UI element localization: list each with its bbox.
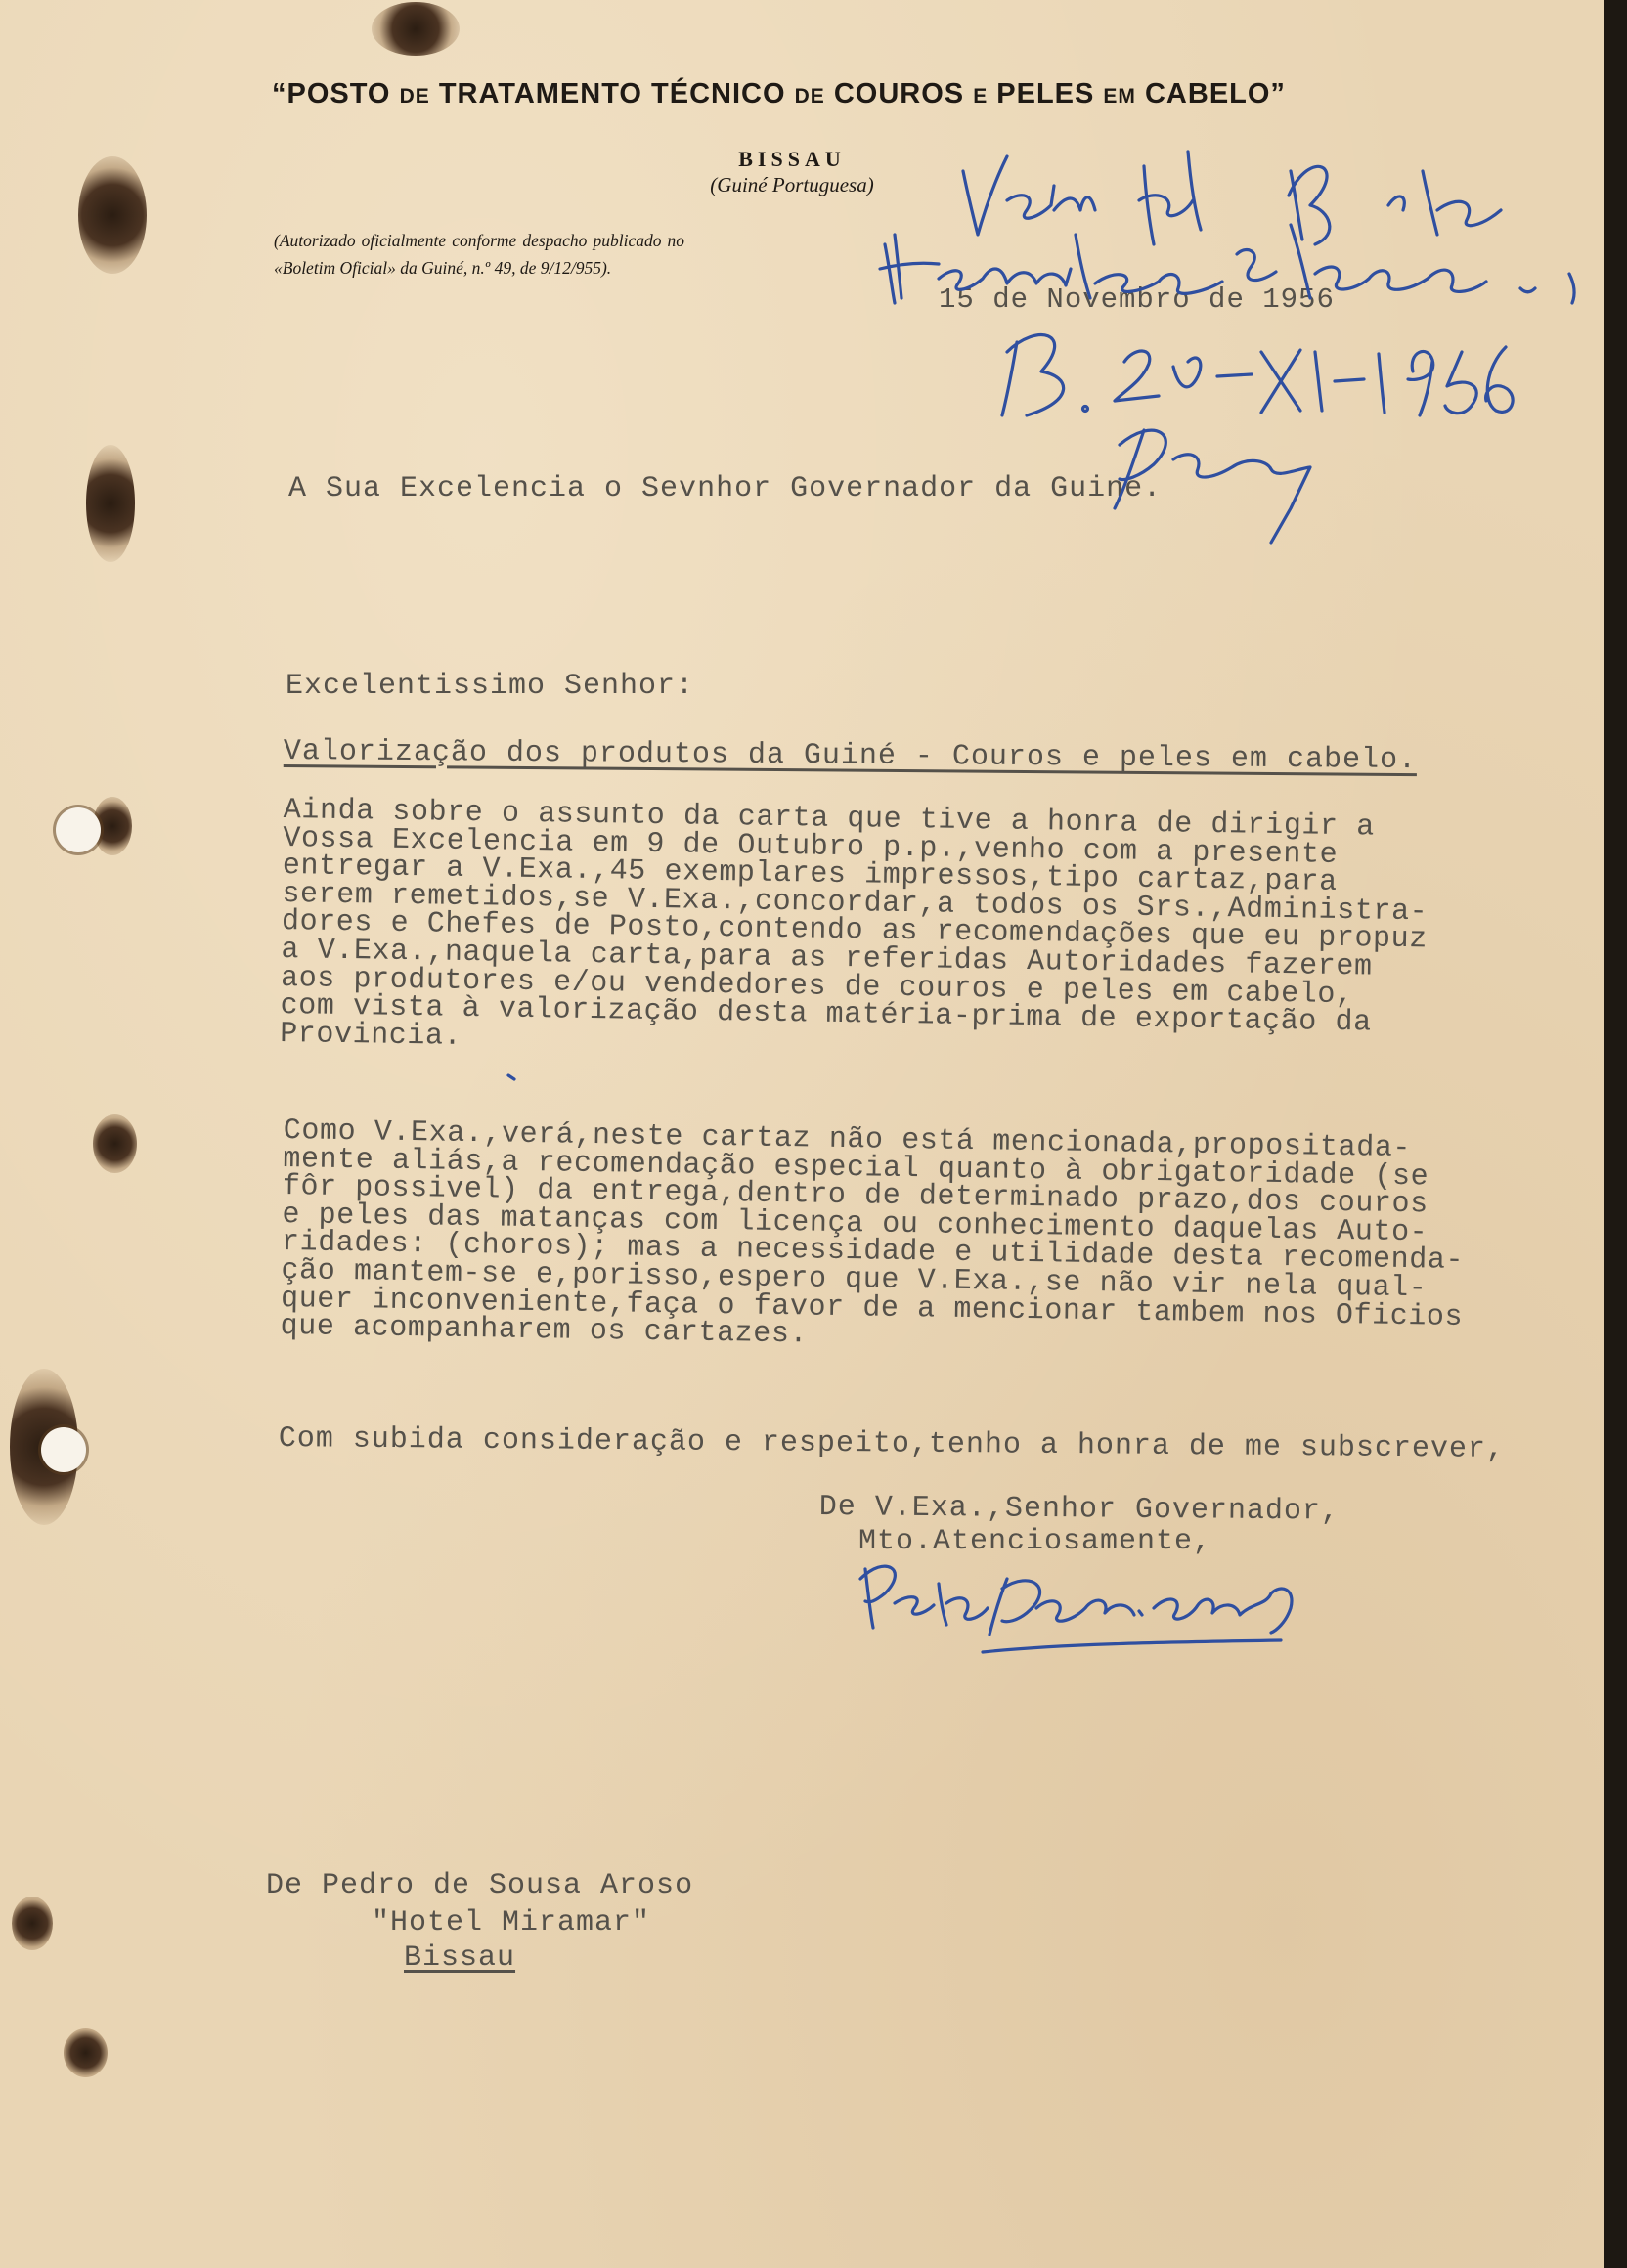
body-paragraph-2: Como V.Exa.,verá,neste cartaz não está mencionada,propositada- mente aliás,a recomendação especial quanto à obrigatoridade (se fôr possivel) da entrega,dentro de determinado prazo,dos couros e peles das matanças com licença ou conhecimento daquelas Auto- ridades: (choros); mas a necessidade e utilidade desta recomenda- ção mantem-se e,porisso,espero que V.Exa.,se não vir nela qual- quer inconveniente,faça o favor de a mencionar tambem nos Oficios que acompanharem os cartazes.: [280, 1114, 1465, 1352]
letter-date: 15 de Novembro de 1956: [939, 284, 1335, 316]
authorization-note: (Autorizado oficialmente conforme despacho publicado no «Boletim Oficial» da Guiné, n.º 49, de 9/12/955).: [274, 231, 684, 278]
sign-off-line-2: Mto.Atenciosamente,: [858, 1525, 1212, 1558]
letterhead-city: BISSAU: [738, 147, 846, 171]
sender-name: De Pedro de Sousa Aroso: [266, 1869, 694, 1902]
background-edge: [1604, 0, 1627, 2268]
sender-city: Bissau: [404, 1941, 516, 1975]
organization-name: “POSTO DE TRATAMENTO TÉCNICO DE COUROS E PELES EM CABELO”: [272, 78, 1286, 109]
sender-hotel: "Hotel Miramar": [372, 1906, 651, 1940]
closing-line: Com subida consideração e respeito,tenho a honra de me subscrever,: [278, 1422, 1506, 1466]
addressee: A Sua Excelencia o Sevnhor Governador da Guiné.: [288, 472, 1163, 505]
subject-line: Valorização dos produtos da Guiné - Couros e peles em cabelo.: [283, 735, 1418, 778]
body-paragraph-1: Ainda sobre o assunto da carta que tive a honra de dirigir a Vossa Excelencia em 9 de Outubro p.p.,venho com a presente entregar a V.Exa.,45 exemplares impressos,tipo cartaz,para serem remetidos,se V.Exa.,concordar,a todos os Srs.,Administra- dores e Chefes de Posto,contendo as recomendações que eu propuz a V.Exa.,naquela carta,para as referidas Autoridades fazerem aos produtores e/ou vendedores de couros e peles em cabelo, com vista à valorização desta matéria-prima de exportação da Provincia.: [279, 794, 1429, 1054]
letterhead-country: (Guiné Portuguesa): [710, 173, 874, 196]
sign-off-line-1: De V.Exa.,Senhor Governador,: [818, 1491, 1341, 1529]
salutation: Excelentissimo Senhor:: [286, 670, 695, 703]
